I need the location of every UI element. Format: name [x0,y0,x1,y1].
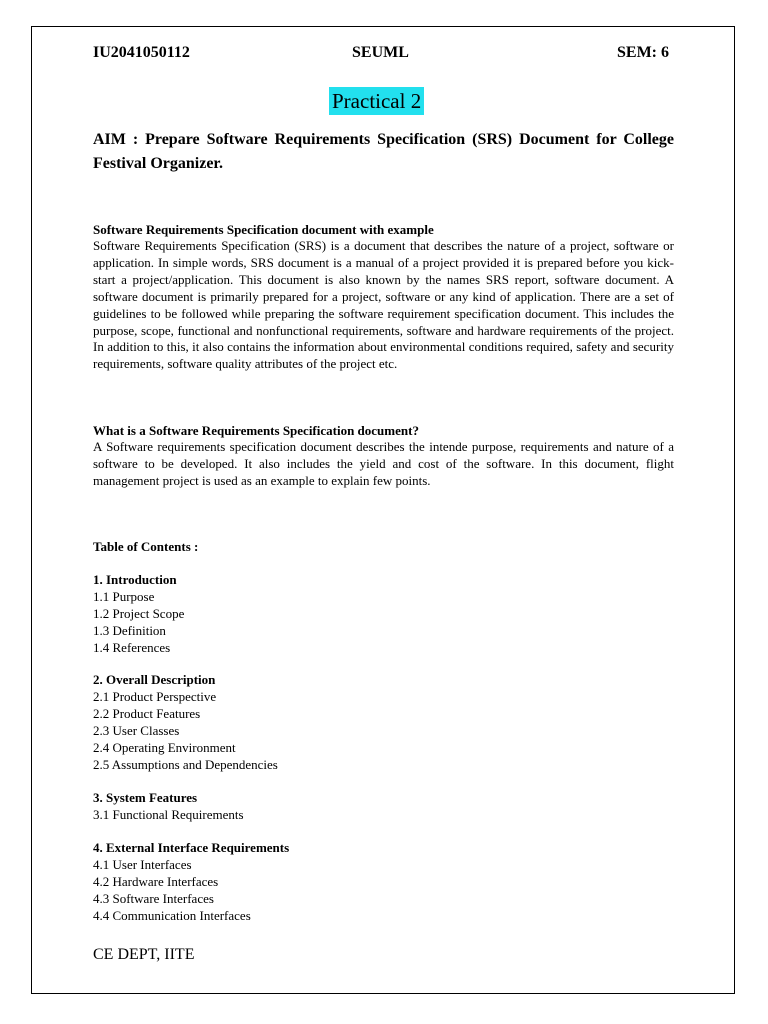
page-title: Practical 2 [329,87,424,115]
toc-group-title: 3. System Features [93,790,198,805]
toc-group-title: 1. Introduction [93,572,177,587]
toc-item: 2.1 Product Perspective [93,689,217,704]
toc-item: 3.1 Functional Requirements [93,807,244,822]
toc-item: 2.5 Assumptions and Dependencies [93,757,278,772]
toc-item: 1.3 Definition [93,623,166,638]
toc-group-introduction [93,571,184,656]
toc-heading: Table of Contents : [93,539,199,554]
section-body-what-is-srs: A Software requirements specification document describes the intende purpose, requirements and nature of a software to be developed. It also includes the yield and cost of the software. In this document, flight management project is used as an example to explain few points. [93,439,674,488]
section-body-srs-example: Software Requirements Specification (SRS) is a document that describes the nature of a project, software or application. In simple words, SRS document is a manual of a project provided it is prepared before you kick-start a project/application. This document is also known by the names SRS report, software document. A software document is primarily prepared for a project, software or any kind of application. There are a set of guidelines to be followed while preparing the software requirement specification document. This includes the purpose, scope, functional and nonfunctional requirements, software and hardware requirements of the project. In addition to this, it also contains the information about environmental conditions required, safety and security requirements, software quality attributes of the project etc. [93,238,674,372]
toc-group-title: 2. Overall Description [93,672,216,687]
header-enrollment: IU2041050112 [93,44,190,61]
aim-statement: AIM : Prepare Software Requirements Specification (SRS) Document for College Festival Organizer. [93,131,674,172]
toc-item: 1.4 References [93,640,171,655]
toc-item: 4.1 User Interfaces [93,857,192,872]
toc-group-overall-description [93,671,278,773]
section-heading-what-is-srs: What is a Software Requirements Specification document? [93,423,419,438]
toc-item: 1.1 Purpose [93,589,155,604]
toc-group-system-features [93,789,244,823]
header-semester: SEM: 6 [617,44,669,61]
section-heading-srs-example: Software Requirements Specification document with example [93,222,434,237]
toc-item: 2.2 Product Features [93,706,201,721]
footer-department: CE DEPT, IITE [93,946,195,963]
toc-item: 2.4 Operating Environment [93,740,236,755]
header-subject: SEUML [352,44,409,61]
toc-group-external-interfaces [93,839,289,924]
toc-item: 2.3 User Classes [93,723,180,738]
toc-item: 4.2 Hardware Interfaces [93,874,219,889]
toc-item: 1.2 Project Scope [93,606,185,621]
toc-item: 4.3 Software Interfaces [93,891,214,906]
toc-group-title: 4. External Interface Requirements [93,840,290,855]
toc-item: 4.4 Communication Interfaces [93,908,251,923]
